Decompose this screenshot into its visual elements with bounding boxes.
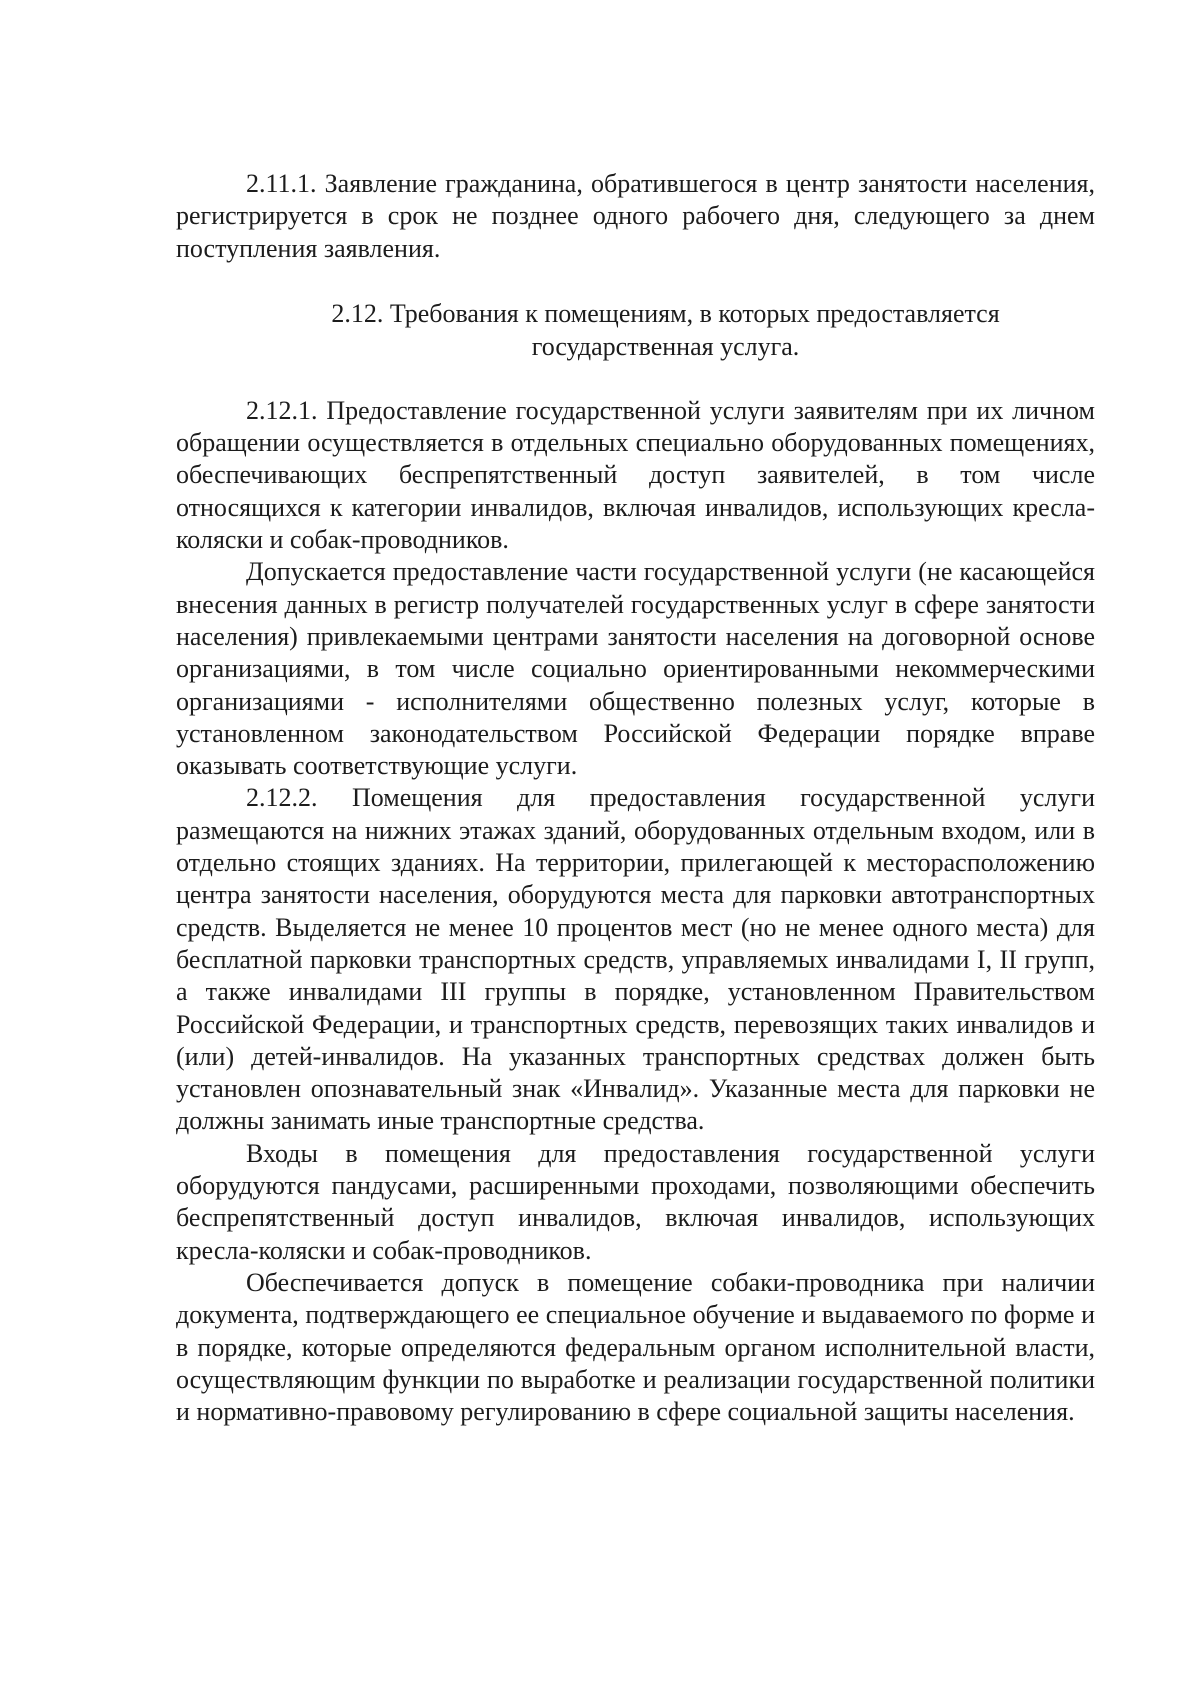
paragraph-partial-service: Допускается предоставление части государственной услуги (не касающейся внесения данных в регистр получателей государственных услуг в сфере занятости населения) привлекаемыми центрами занятости населения на договорной основе организациями, в том числе социально ориентированными некоммерческими организациями - исполнителями общественно полезных услуг, которые в установленном законодательством Российской Федерации порядке вправе оказывать соответствующие услуги. [176, 557, 1095, 781]
section-heading-line-2: государственная услуга. [531, 331, 800, 361]
paragraph-2-12-1: 2.12.1. Предоставление государственной услуги заявителям при их личном обращении осуществляется в отдельных специально оборудованных помещениях, обеспечивающих беспрепятственный доступ заявителей, в том числе относящихся к категории инвалидов, включая инвалидов, использующих кресла-коляски и собак-проводников. [176, 395, 1095, 555]
paragraph-2-11-1: 2.11.1. Заявление гражданина, обратившегося в центр занятости населения, регистрируется в срок не позднее одного рабочего дня, следующего за днем поступления заявления. [176, 169, 1095, 263]
paragraph-guide-dog: Обеспечивается допуск в помещение собаки-проводника при наличии документа, подтверждающего ее специальное обучение и выдаваемого по форме и в порядке, которые определяются федеральным органом исполнительной власти, осуществляющим функции по выработке и реализации государственной политики и нормативно-правовому регулированию в сфере социальной защиты населения. [176, 1267, 1095, 1427]
paragraph-2-12-2: 2.12.2. Помещения для предоставления государственной услуги размещаются на нижних этажах зданий, оборудованных отдельным входом, или в отдельно стоящих зданиях. На территории, прилегающей к месторасположению центра занятости населения, оборудуются места для парковки автотранспортных средств. Выделяется не менее 10 процентов мест (но не менее одного места) для бесплатной парковки транспортных средств, управляемых инвалидами I, II групп, а также инвалидами III группы в порядке, установленном Правительством Российской Федерации, и транспортных средств, перевозящих таких инвалидов и (или) детей-инвалидов. На указанных транспортных средствах должен быть установлен опознавательный знак «Инвалид». Указанные места для парковки не должны занимать иные транспортные средства. [176, 783, 1095, 1136]
paragraph-entrances: Входы в помещения для предоставления государственной услуги оборудуются пандусами, расширенными проходами, позволяющими обеспечить беспрепятственный доступ инвалидов, включая инвалидов, использующих кресла-коляски и собак-проводников. [176, 1138, 1095, 1265]
section-heading-2-12 [176, 297, 1095, 363]
section-heading-line-1: 2.12. Требования к помещениям, в которых предоставляется [331, 298, 1000, 328]
document-body [176, 168, 1095, 1428]
